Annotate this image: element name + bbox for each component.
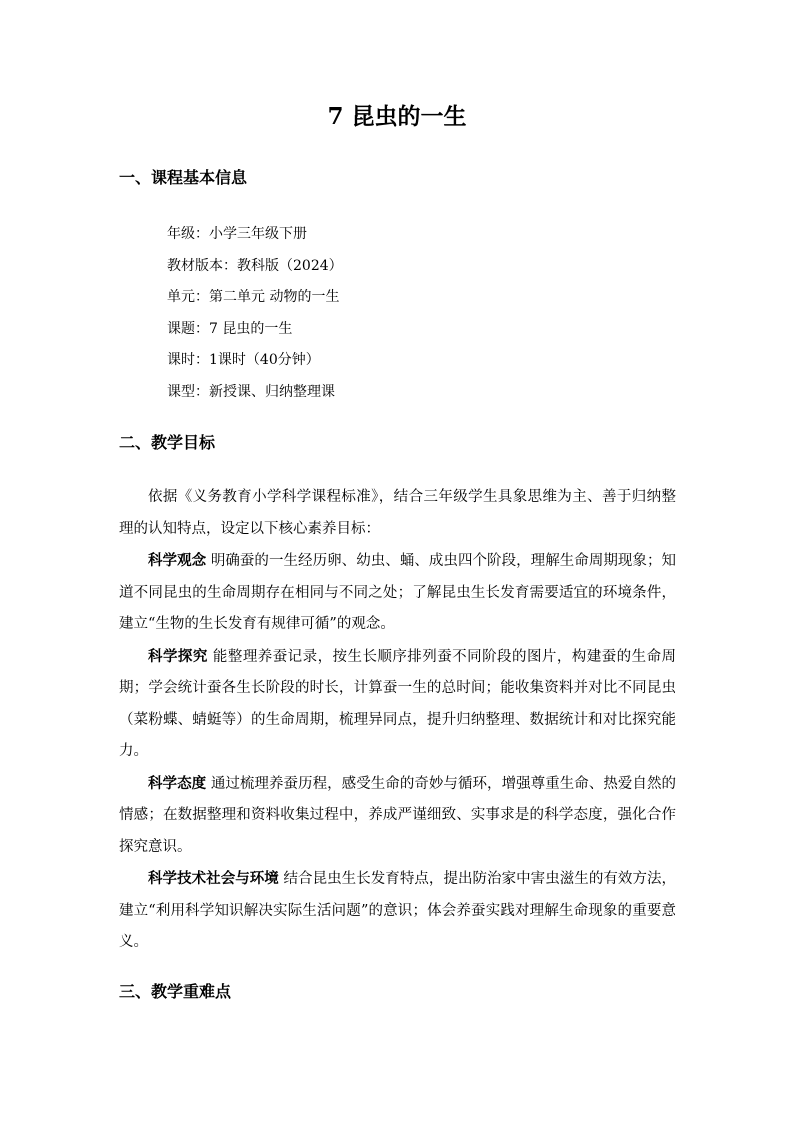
goal-scientific-attitude (119, 768, 676, 864)
goal-scientific-concept (119, 545, 676, 641)
goal-text: 通过梳理养蚕历程，感受生命的奇妙与循环，增强尊重生命、热爱自然的情感；在数据整理和资料收集过程中，养成严谨细致、实事求是的科学态度，强化合作探究意识。 (119, 775, 677, 855)
goal-term: 科学探究 (148, 647, 208, 665)
info-unit: 单元：第二单元 动物的一生 (167, 289, 340, 305)
info-lesson-type: 课型：新授课、归纳整理课 (167, 383, 335, 400)
course-info-list (167, 219, 343, 408)
goal-scientific-inquiry (119, 641, 676, 768)
section-heading-key-points: 三、教学重难点 (119, 982, 232, 1001)
info-grade: 年级：小学三年级下册 (167, 226, 307, 242)
goal-term: 科学观念 (148, 552, 207, 569)
info-class-hours: 课时：1课时（40分钟） (167, 352, 320, 368)
goal-text: 明确蚕的一生经历卵、幼虫、蛹、成虫四个阶段，理解生命周期现象；知道不同昆虫的生命周期存在相同与不同之处；了解昆虫生长发育需要适宜的环境条件，建立“生物的生长发育有规律可循”的观念。 (119, 553, 677, 632)
goal-text: 结合昆虫生长发育特点，提出防治家中害虫滋生的有效方法，建立“利用科学知识解决实际生活问题”的意识；体会养蚕实践对理解生命现象的重要意义。 (119, 871, 677, 950)
section-heading-course-info: 一、课程基本信息 (119, 168, 248, 187)
teaching-goals-body (119, 482, 676, 959)
goal-term: 科学态度 (148, 774, 207, 792)
goal-stse (119, 863, 676, 959)
info-topic: 课题：7 昆虫的一生 (167, 320, 293, 337)
goal-text: 能整理养蚕记录，按生长顺序排列蚕不同阶段的图片，构建蚕的生命周期；学会统计蚕各生长阶段的时长，计算蚕一生的总时间；能收集资料并对比不同昆虫（菜粉蝶、蜻蜓等）的生命周期，梳理异同点，提升归纳整理、数据统计和对比探究能力。 (119, 648, 677, 759)
info-textbook-version: 教材版本：教科版（2024） (167, 257, 343, 274)
section-heading-teaching-goals: 二、教学目标 (119, 433, 216, 452)
goals-intro-paragraph: 依据《义务教育小学科学课程标准》，结合三年级学生具象思维为主、善于归纳整理的认知特点，设定以下核心素养目标： (119, 489, 676, 537)
document-title: 7 昆虫的一生 (327, 103, 467, 130)
goal-term: 科学技术社会与环境 (148, 870, 279, 887)
